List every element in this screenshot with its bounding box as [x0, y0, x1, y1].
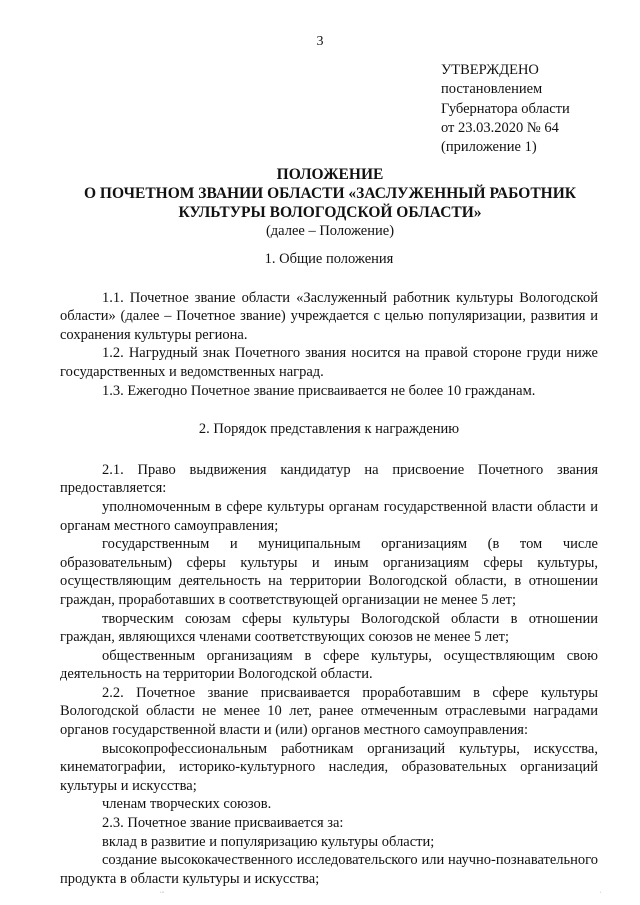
paragraph: творческим союзам сферы культуры Вологодской области в отношении граждан, являющихся членами соответствующих союзов не менее 5 лет; — [60, 610, 598, 646]
section-heading: 1. Общие положения — [264, 251, 394, 267]
title-line: ПОЛОЖЕНИЕ — [276, 166, 384, 183]
approval-line: постановлением — [441, 81, 543, 98]
paragraph: уполномоченным в сфере культуры органам государственной власти области и органам местного самоуправления; — [60, 498, 598, 534]
title-subtitle: (далее – Положение) — [265, 223, 395, 239]
paragraph: членам творческих союзов. — [102, 796, 272, 813]
approval-line: УТВЕРЖДЕНО — [441, 62, 539, 78]
paragraph: государственным и муниципальным организациям (в том числе образовательным) сферы культуры и иным организациям сферы культуры, осуществляющим деятельность на территории Вологодской области, в отношении граждан, проработавших в соответствующей организации не менее 5 лет; — [60, 536, 598, 608]
page-number: 3 — [316, 34, 324, 49]
paragraph: 1.1. Почетное звание области «Заслуженный работник культуры Вологодской области» (далее – Почетное звание) учреждается с целью популяризации, развития и сохранения культуры региона. — [60, 289, 598, 343]
scan-artifact: ∙∙∙ — [160, 890, 165, 896]
approval-line: от 23.03.2020 № 64 — [441, 119, 559, 136]
paragraph: 1.3. Ежегодно Почетное звание присваивается не более 10 гражданам. — [102, 382, 536, 399]
approval-line: (приложение 1) — [441, 139, 537, 156]
approval-line: Губернатора области — [441, 100, 570, 117]
paragraph: 2.2. Почетное звание присваивается проработавшим в сфере культуры Вологодской области не менее 10 лет, ранее отмеченным отраслевыми наградами органов государственной власти и (или) органов местного самоуправления: — [60, 684, 598, 739]
paragraph: вклад в развитие и популяризацию культуры области; — [102, 833, 435, 850]
paragraph: 2.1. Право выдвижения кандидатур на присвоение Почетного звания предоставляется: — [60, 461, 598, 497]
title-line: КУЛЬТУРЫ ВОЛОГОДСКОЙ ОБЛАСТИ» — [178, 204, 482, 221]
paragraph: создание высококачественного исследовательского или научно-познавательного продукта в области культуры и искусства; — [60, 852, 598, 887]
section-heading: 2. Порядок представления к награждению — [198, 421, 460, 438]
paragraph: общественным организациям в сфере культуры, осуществляющим свою деятельность на территории Вологодской области. — [60, 647, 598, 683]
title-line: О ПОЧЕТНОМ ЗВАНИИ ОБЛАСТИ «ЗАСЛУЖЕННЫЙ РАБОТНИК — [83, 185, 577, 202]
scan-artifact: ∙ — [600, 890, 602, 896]
approval-stamp-block — [441, 61, 570, 157]
document-body — [60, 250, 598, 888]
paragraph: 1.2. Нагрудный знак Почетного звания носится на правой стороне груди ниже государственных и ведомственных наград. — [60, 345, 598, 380]
paragraph: высокопрофессиональным работникам организаций культуры, искусства, кинематографии, историко-культурного наследия, образовательных организаций культуры и искусства; — [60, 740, 598, 794]
document-title — [60, 165, 600, 241]
paragraph: 2.3. Почетное звание присваивается за: — [102, 815, 344, 832]
